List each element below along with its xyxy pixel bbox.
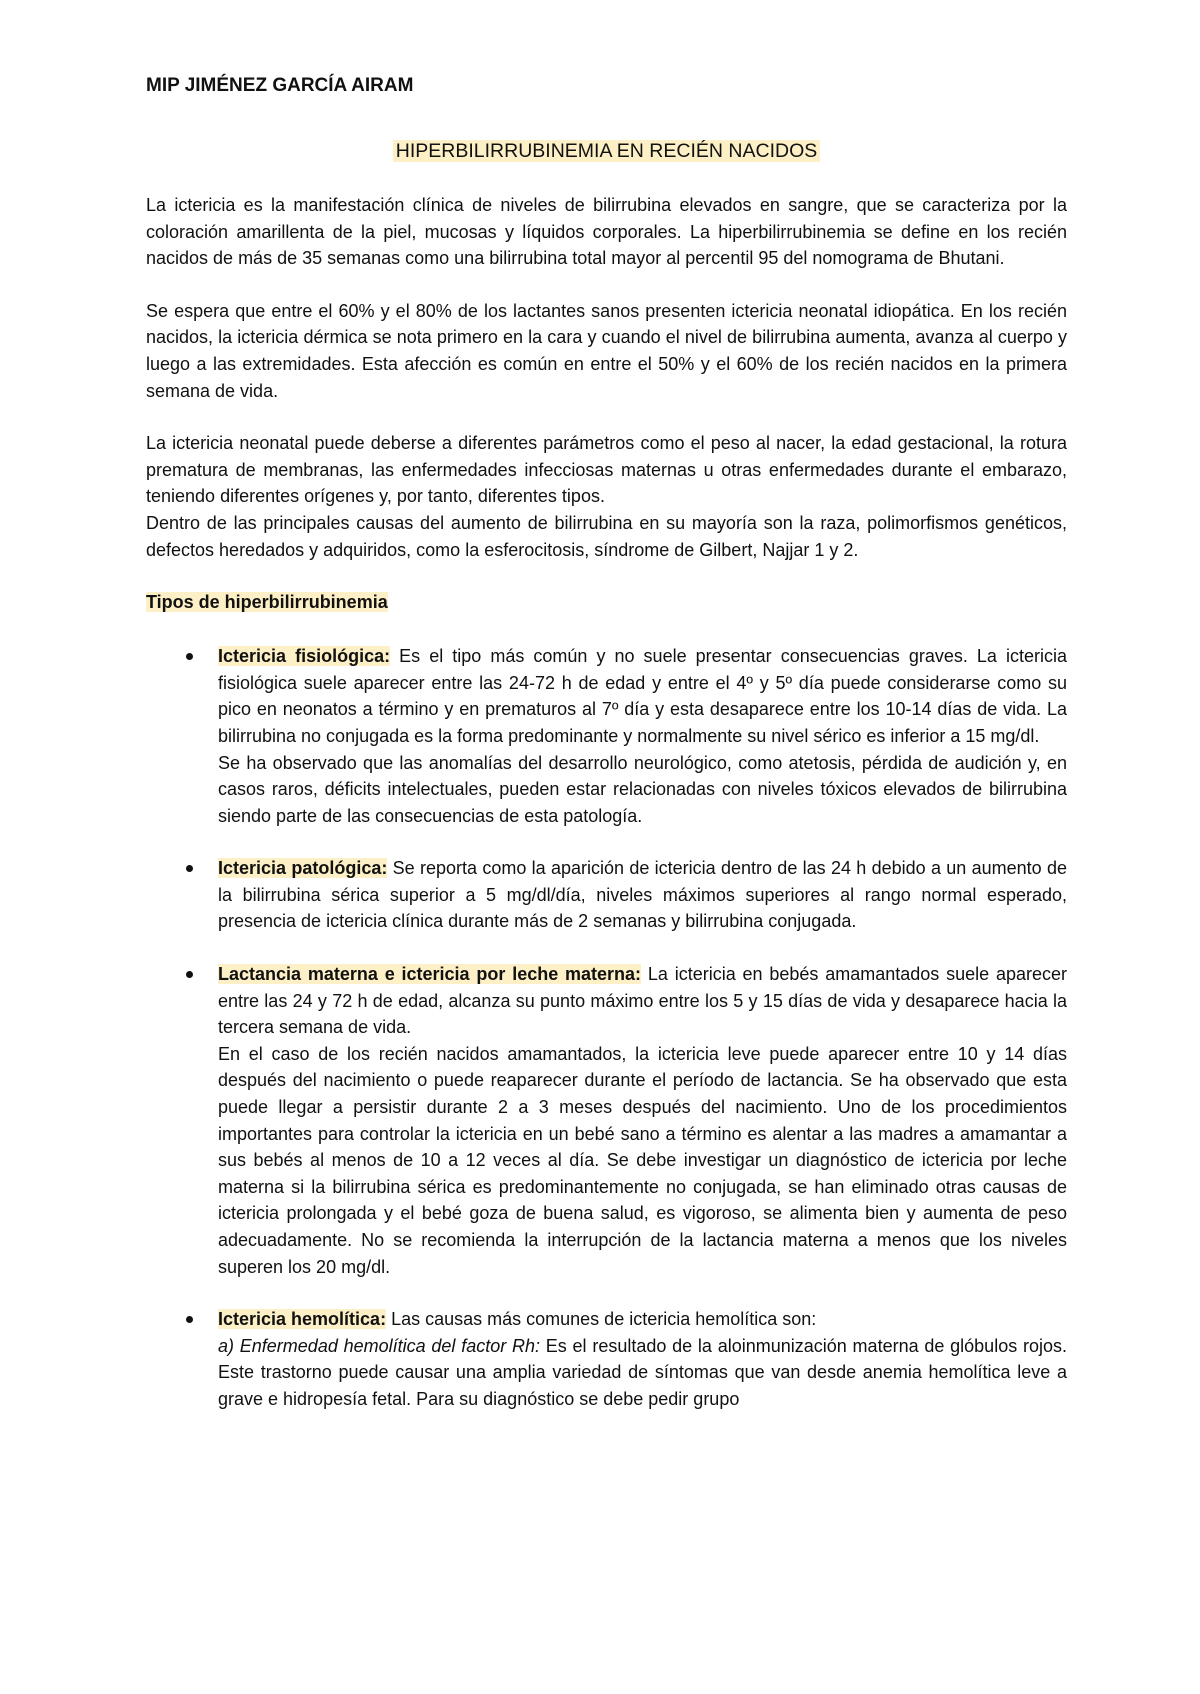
author-name: MIP JIMÉNEZ GARCÍA AIRAM [146, 75, 414, 96]
list-item [146, 855, 1067, 935]
item-text: Es el tipo más común y no suele presentar consecuencias graves. La ictericia fisiológica suele aparecer entre las 24-72 h de edad y entre el 4º y 5º día puede considerarse como su pico en neonatos a término y en prematuros al 7º día y esta desaparece entre los 10-14 días de vida. La bilirrubina no conjugada es la forma predominante y normalmente su nivel sérico es inferior a 15 mg/dl. [218, 646, 1067, 746]
item-text: Las causas más comunes de ictericia hemolítica son: [386, 1309, 817, 1330]
intro-paragraph-1: La ictericia es la manifestación clínica de niveles de bilirrubina elevados en sangre, que se caracteriza por la coloración amarillenta de la piel, mucosas y líquidos corporales. La hiperbilirrubinemia se define en los recién nacidos de más de 35 semanas como una bilirrubina total mayor al percentil 95 del nomograma de Bhutani. [146, 195, 1067, 269]
item-term: Ictericia patológica: [218, 858, 388, 879]
bullet-icon [186, 971, 193, 978]
item-subterm: a) Enfermedad hemolítica del factor Rh: [218, 1335, 540, 1356]
bullet-icon [186, 1316, 193, 1323]
item-subtext: Es el resultado de la aloinmunización materna de glóbulos rojos. Este trastorno puede causar una amplia variedad de síntomas que van desde anemia hemolítica leve a grave e hidropesía fetal. Para su diagnóstico se debe pedir grupo [218, 1335, 1067, 1409]
item-text: La ictericia en bebés amamantados suele aparecer entre las 24 y 72 h de edad, alcanza su punto máximo entre los 5 y 15 días de vida y desaparece hacia la tercera semana de vida. [218, 964, 1067, 1038]
item-extra-paragraph: En el caso de los recién nacidos amamantados, la ictericia leve puede aparecer entre 10 y 14 días después del nacimiento o puede reaparecer durante el período de lactancia. Se ha observado que esta puede llegar a persistir durante 2 a 3 meses después del nacimiento. Uno de los procedimientos importantes para controlar la ictericia en un bebé sano a término es alentar a las madres a amamantar a sus bebés al menos de 10 a 12 veces al día. Se debe investigar un diagnóstico de ictericia por leche materna si la bilirrubina sérica es predominantemente no conjugada, se han eliminado otras causas de ictericia prolongada y el bebé goza de buena salud, es vigoroso, se alimenta bien y aumenta de peso adecuadamente. No se recomienda la interrupción de la lactancia materna a menos que los niveles superen los 20 mg/dl. [218, 1043, 1067, 1277]
item-sub-paragraph [218, 1333, 1067, 1413]
bullet-icon [186, 865, 193, 872]
item-term: Lactancia materna e ictericia por leche materna: [218, 964, 642, 985]
item-text: Se reporta como la aparición de ictericia dentro de las 24 h debido a un aumento de la bilirrubina sérica superior a 5 mg/dl/día, niveles máximos superiores al rango normal esperado, presencia de ictericia clínica durante más de 2 semanas y bilirrubina conjugada. [218, 858, 1067, 932]
list-item [146, 643, 1067, 829]
title-container [146, 138, 1067, 164]
item-paragraph [218, 855, 1067, 935]
document-title: HIPERBILIRRUBINEMIA EN RECIÉN NACIDOS [393, 140, 821, 162]
item-term: Ictericia hemolítica: [218, 1309, 387, 1330]
item-extra-paragraph: Se ha observado que las anomalías del desarrollo neurológico, como atetosis, pérdida de audición y, en casos raros, déficits intelectuales, pueden estar relacionadas con niveles tóxicos elevados de bilirrubina siendo parte de las consecuencias de esta patología. [218, 752, 1067, 826]
item-term: Ictericia fisiológica: [218, 646, 391, 667]
section-heading-text: Tipos de hiperbilirrubinemia [146, 592, 388, 613]
list-item [146, 961, 1067, 1280]
list-item [146, 1306, 1067, 1412]
item-paragraph [218, 1306, 1067, 1333]
item-paragraph [218, 643, 1067, 749]
section-heading [146, 589, 1067, 615]
bullet-icon [186, 653, 193, 660]
intro-paragraph-4: Dentro de las principales causas del aumento de bilirrubina en su mayoría son la raza, polimorfismos genéticos, defectos heredados y adquiridos, como la esferocitosis, síndrome de Gilbert, Najjar 1 y 2. [146, 512, 1067, 560]
intro-paragraph-2: Se espera que entre el 60% y el 80% de los lactantes sanos presenten ictericia neonatal idiopática. En los recién nacidos, la ictericia dérmica se nota primero en la cara y cuando el nivel de bilirrubina aumenta, avanza al cuerpo y luego a las extremidades. Esta afección es común en entre el 50% y el 60% de los recién nacidos en la primera semana de vida. [146, 300, 1067, 401]
types-list [146, 643, 1067, 1412]
item-paragraph [218, 961, 1067, 1041]
intro-paragraph-3: La ictericia neonatal puede deberse a diferentes parámetros como el peso al nacer, la edad gestacional, la rotura prematura de membranas, las enfermedades infecciosas maternas u otras enfermedades durante el embarazo, teniendo diferentes orígenes y, por tanto, diferentes tipos. [146, 433, 1067, 507]
